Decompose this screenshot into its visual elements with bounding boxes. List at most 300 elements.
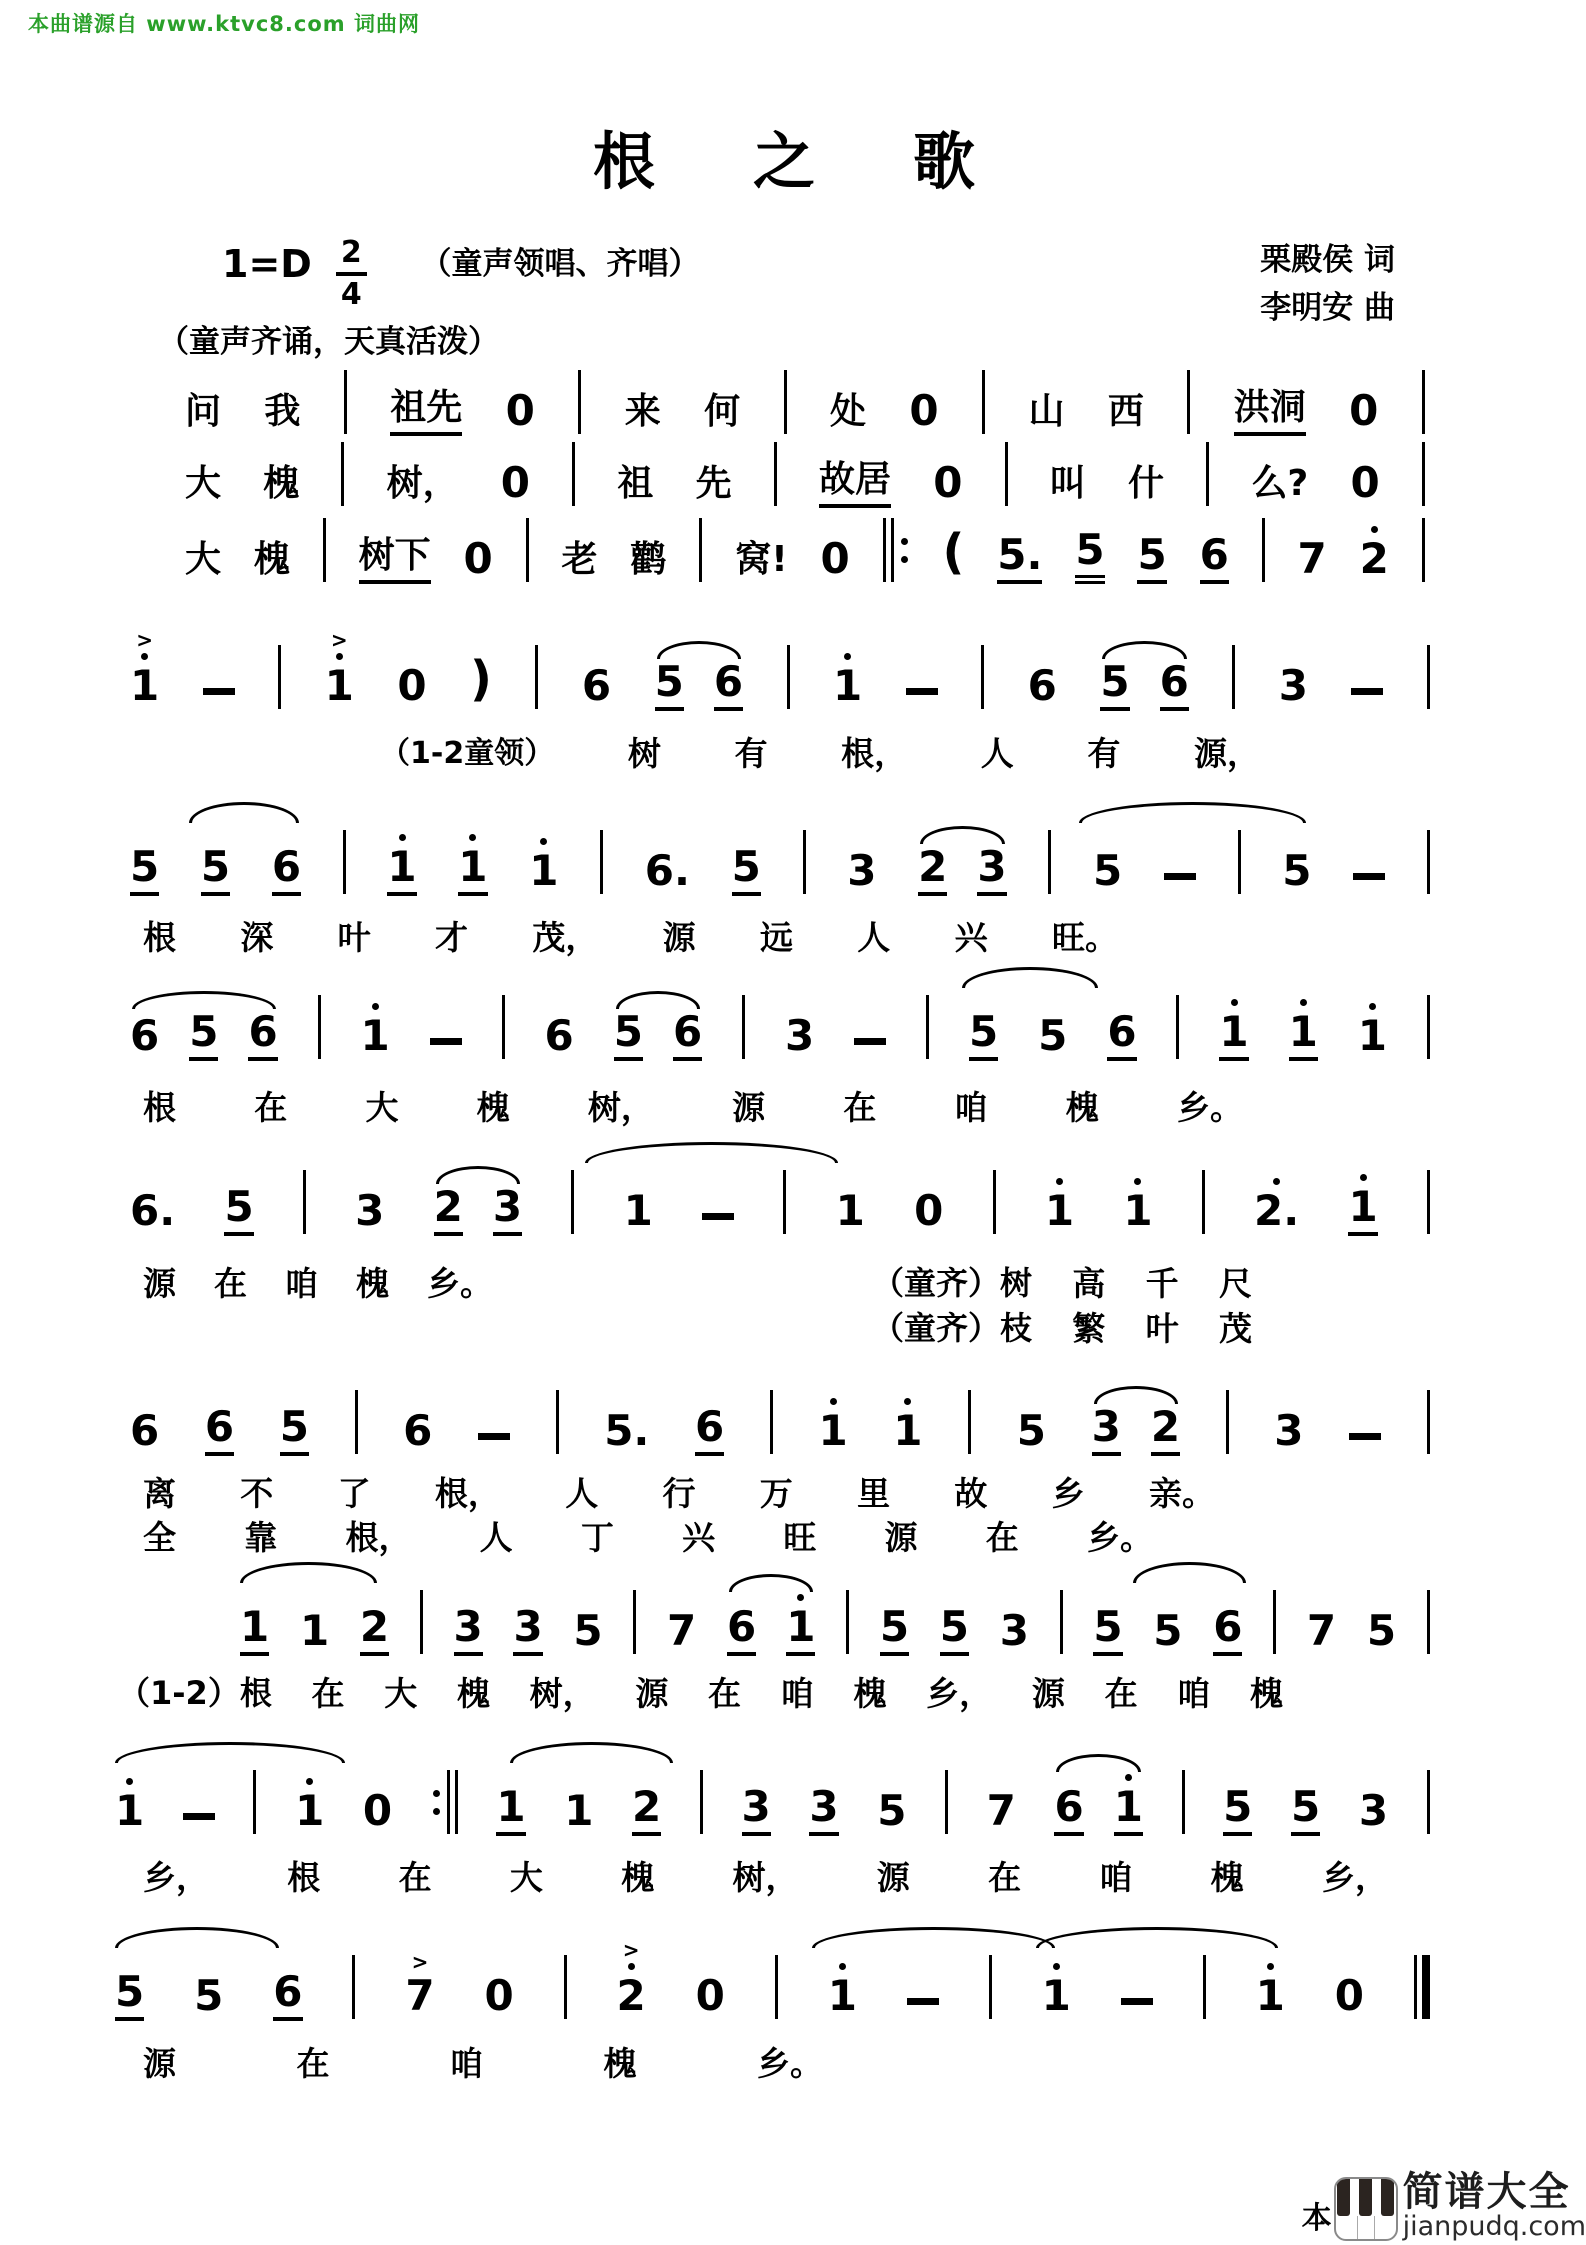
barline [420, 1590, 423, 1654]
note: 5 [1038, 1011, 1068, 1060]
lyric-word: 亲。 [1148, 1474, 1215, 1513]
note: 6 [1054, 1786, 1083, 1836]
octave-dot [1360, 1174, 1367, 1181]
note: 5 [189, 1011, 218, 1061]
note: 6 [673, 1011, 702, 1061]
note: 0 [909, 386, 939, 435]
tie-arc [240, 1562, 377, 1583]
lyric-word: 源 [732, 1088, 766, 1127]
note: 3 [355, 1186, 385, 1235]
octave-dot [628, 1963, 635, 1970]
subtitle: （童声领唱、齐唱） [420, 246, 700, 282]
lyric-word: 在 [988, 1858, 1022, 1897]
spoken-word: 祖 [617, 463, 654, 504]
note: 2 [1360, 526, 1389, 584]
spoken-word: 故居 [819, 462, 891, 508]
lyric-line [143, 1082, 1243, 1129]
note: 5 [877, 1786, 907, 1835]
lyric-word: 咱 [1177, 1674, 1211, 1713]
note: 1 [1358, 1003, 1387, 1061]
note: 3 [1092, 1406, 1121, 1456]
note: 5 [1137, 534, 1166, 584]
barline [1414, 1955, 1430, 2019]
time-signature [336, 235, 367, 312]
note: 5 [1366, 1606, 1397, 1655]
barline [699, 518, 702, 582]
score-line [115, 1925, 1430, 2021]
lyric-line [143, 1468, 1215, 1515]
note: 3 [847, 846, 877, 895]
spoken-word: 大 [185, 463, 222, 504]
note: 0 [500, 458, 531, 507]
note: 3 [1274, 1406, 1304, 1455]
tie-arc [962, 967, 1098, 988]
barline [742, 995, 745, 1059]
barline [1427, 1170, 1430, 1234]
octave-dot [372, 1003, 379, 1010]
lyric-word: 深 [240, 918, 274, 957]
note: 6 [1160, 661, 1189, 711]
barline [1203, 1955, 1206, 2019]
duration-dash [1164, 873, 1196, 880]
slur-group [918, 824, 1006, 896]
note: 3 [742, 1786, 771, 1836]
note: 6 [130, 1011, 160, 1060]
note: 2 [434, 1186, 463, 1236]
barline [770, 1390, 773, 1454]
spoken-word: 祖先 [390, 390, 462, 436]
lyric-word: 在 [214, 1264, 247, 1303]
note: 6. [644, 846, 690, 895]
lyric-word: 有 [1087, 734, 1121, 773]
lyric-word: 槐 [456, 1674, 490, 1713]
tie-arc [1133, 1562, 1246, 1583]
note: ( [942, 524, 965, 580]
lyric-line [143, 2038, 823, 2085]
lyric-word: 槐 [1065, 1088, 1099, 1127]
lyric-word: 槐 [621, 1858, 655, 1897]
piano-key-icon [1337, 2179, 1350, 2216]
barline [1176, 995, 1179, 1059]
barline [1048, 830, 1051, 894]
note: 3 [454, 1606, 483, 1656]
key-label: 1=D [222, 242, 312, 286]
note: 7 [1306, 1606, 1337, 1655]
octave-dot [336, 653, 343, 660]
note: 5 [1075, 529, 1104, 584]
note: 5 [1092, 846, 1123, 895]
lyric-word: 在 [985, 1518, 1019, 1557]
note: 6 [403, 1406, 433, 1455]
composer: 李明安 曲 [1260, 290, 1395, 327]
lyric-word: 兴 [954, 918, 988, 957]
note: 3 [977, 846, 1006, 896]
note: 5 [201, 846, 230, 896]
octave-dot [1056, 1178, 1063, 1185]
slur-group [614, 989, 702, 1061]
octave-dot [306, 1778, 313, 1785]
barline [783, 1170, 786, 1234]
barline [1427, 1390, 1430, 1454]
lyric-word: 全 [143, 1518, 176, 1557]
octave-dot [1134, 1178, 1141, 1185]
score-line [130, 1360, 1430, 1456]
barline [1202, 1170, 1205, 1234]
note: 5 [280, 1406, 309, 1456]
octave-dot [1273, 1178, 1280, 1185]
spoken-word: 老 [561, 539, 598, 580]
lyric-word: 槐 [1249, 1674, 1283, 1713]
note: 2 [632, 1786, 661, 1836]
duration-dash [203, 688, 235, 695]
note: 1 [529, 838, 558, 896]
lyric-word: 茂 [1219, 1309, 1252, 1348]
lyric-word: 槐 [476, 1088, 510, 1127]
note: 1 [361, 1003, 390, 1061]
lyric-word: 万 [759, 1474, 793, 1513]
note: 0 [1350, 458, 1380, 507]
note: 6. [130, 1186, 176, 1235]
note: 1 [1042, 1963, 1071, 2021]
accent-mark: > [622, 1938, 640, 1962]
tie-arc [1036, 1927, 1279, 1948]
barline [600, 830, 603, 894]
note: 0 [505, 386, 535, 435]
meter-denominator: 4 [340, 277, 362, 312]
site-logo-text [1402, 2168, 1586, 2242]
note: 6 [205, 1406, 234, 1456]
lyric-word: 不 [240, 1474, 274, 1513]
slur-group [1054, 1752, 1142, 1836]
note: 1 [564, 1786, 594, 1835]
barline [1422, 518, 1425, 582]
note: 7 [667, 1606, 697, 1655]
barline [883, 518, 910, 582]
slur-group [1092, 1384, 1180, 1456]
note: 5 [1100, 661, 1129, 711]
duration-dash [1353, 873, 1385, 880]
note: 1 [786, 1594, 815, 1656]
barline [556, 1390, 559, 1454]
barline [989, 1955, 992, 2019]
octave-dot [904, 1398, 911, 1405]
credits [1260, 236, 1395, 332]
note: 6 [544, 1011, 574, 1060]
note: 2 [360, 1606, 389, 1656]
note: 1 [833, 653, 862, 711]
note: 0 [484, 1971, 514, 2020]
lyric-line [143, 1512, 1153, 1559]
octave-dot [844, 653, 851, 660]
barline [318, 995, 321, 1059]
lyric-word: 大 [365, 1088, 399, 1127]
note: 5. [997, 534, 1042, 584]
spoken-word: 西 [1107, 391, 1144, 432]
barline [571, 1170, 574, 1234]
note: 1 [299, 1606, 330, 1655]
note: 1 [623, 1186, 653, 1235]
barline [1226, 1390, 1229, 1454]
octave-dot [1371, 526, 1378, 533]
lyric-word: 根 [143, 1088, 176, 1127]
accent-mark: > [136, 628, 153, 652]
tie-arc [115, 1927, 279, 1948]
note: 1 [893, 1398, 922, 1456]
duration-dash [1349, 1433, 1381, 1440]
lyric-word: 大 [509, 1858, 543, 1897]
lyric-word: 源 [662, 918, 696, 957]
lyric-word: 兴 [682, 1518, 716, 1557]
note: 5 [1153, 1606, 1183, 1655]
score-line [130, 800, 1430, 896]
octave-dot [839, 1963, 846, 1970]
lyric-word: 在 [708, 1674, 742, 1713]
note: 3 [785, 1011, 815, 1060]
barline [1060, 1590, 1063, 1654]
octave-dot [797, 1594, 804, 1601]
note: 5 [1093, 1606, 1122, 1656]
spoken-word: 叫 [1049, 463, 1086, 504]
tie-arc [585, 1142, 838, 1163]
note: 1 [1219, 999, 1248, 1061]
song-title: 根 之 歌 [592, 125, 993, 198]
note: 5 [1282, 846, 1312, 895]
note: 3 [513, 1606, 542, 1656]
barline [1427, 1770, 1430, 1834]
note: 3 [999, 1606, 1029, 1655]
note: 1 [1045, 1178, 1074, 1236]
note: > 1 [130, 628, 160, 710]
lyric-word: 才 [434, 918, 468, 957]
duration-dash [478, 1433, 510, 1440]
barline [352, 1955, 355, 2019]
note: 0 [1349, 386, 1379, 435]
lyric-word: 乡。 [757, 2044, 823, 2083]
note: 2 [918, 846, 947, 896]
note: 0 [695, 1971, 725, 2020]
note: 0 [397, 661, 427, 710]
source-watermark: 本曲谱源自 www.ktvc8.com 词曲网 [28, 12, 420, 36]
lyric-word: 旺 [783, 1518, 817, 1557]
barline [278, 645, 281, 709]
note: 1 [1256, 1963, 1285, 2021]
duration-dash [183, 1813, 215, 1820]
note: 5 [614, 1011, 643, 1061]
spoken-word: 大 [185, 539, 222, 580]
tie-arc [510, 1742, 674, 1763]
lyric-word: （1-2童领） [380, 736, 555, 771]
lyric-word: 根， [345, 1518, 412, 1557]
barline [787, 645, 790, 709]
lyric-word: 槐 [356, 1264, 389, 1303]
duration-dash [907, 1998, 939, 2005]
lyric-word: 人 [980, 734, 1014, 773]
duration-dash [906, 688, 938, 695]
lyric-word: 旺。 [1051, 918, 1118, 957]
barline [526, 518, 529, 582]
barline [803, 830, 806, 894]
lyric-word: 在 [311, 1674, 345, 1713]
spoken-word: 窝! [735, 539, 788, 580]
barline [343, 830, 346, 894]
note: 5 [1291, 1786, 1320, 1836]
spoken-word: 鹳 [630, 539, 667, 580]
octave-dot [1369, 1003, 1376, 1010]
lyric-word: 在 [398, 1858, 432, 1897]
note: 1 [1114, 1774, 1143, 1836]
note: 1 [1348, 1174, 1377, 1236]
partial-char: 本 [1301, 2201, 1332, 2236]
lyric-word: 有 [734, 734, 768, 773]
lyric-line [143, 1258, 493, 1305]
lyric-word: 大 [384, 1674, 418, 1713]
note: 5 [969, 1011, 998, 1061]
note: > 7 [405, 1950, 435, 2020]
score-line [240, 1560, 1430, 1656]
barline [846, 1590, 849, 1654]
octave-dot [1267, 1963, 1274, 1970]
lyric-word: 乡， [1321, 1858, 1388, 1897]
performance-note: （童声齐诵，天真活泼） [158, 324, 499, 360]
octave-dot [830, 1398, 837, 1405]
key-signature [222, 235, 367, 312]
lyric-line [872, 1303, 1252, 1350]
lyric-word: 人 [479, 1518, 513, 1557]
slur-group [727, 1572, 815, 1656]
note: 5 [224, 1186, 253, 1236]
spoken-word: 槐 [253, 539, 290, 580]
lyric-word: 根 [287, 1858, 321, 1897]
lyric-word: （1-2）根 [118, 1674, 272, 1712]
lyric-word: 繁 [1072, 1309, 1106, 1348]
barline [1238, 830, 1241, 894]
lyric-word: 咱 [450, 2044, 483, 2083]
lyric-word: 叶 [1145, 1309, 1179, 1348]
slur-group [1100, 639, 1188, 711]
lyric-word: 在 [254, 1088, 288, 1127]
note: 5 [130, 846, 159, 896]
barline [355, 1390, 358, 1454]
note: 5 [573, 1606, 603, 1655]
barline [775, 1955, 778, 2019]
note: ) [470, 651, 492, 707]
lyric-word: 在 [1104, 1674, 1138, 1713]
note: 1 [818, 1398, 847, 1456]
barline [981, 645, 984, 709]
spoken-word: 山 [1028, 391, 1065, 432]
lyric-word: 远 [759, 918, 793, 957]
spoken-word: 么? [1251, 463, 1309, 504]
tie-arc [812, 1927, 1055, 1948]
accent-mark: > [330, 628, 348, 652]
spoken-word: 来 [624, 391, 661, 432]
barline [1427, 830, 1430, 894]
tie-arc [115, 1742, 345, 1763]
spoken-word: 我 [264, 391, 301, 432]
spoken-word: 树下 [359, 538, 431, 584]
lyric-word: 源 [635, 1674, 669, 1713]
site-url: jianpudq.com [1402, 2210, 1586, 2242]
tie-arc [189, 802, 299, 823]
lyric-word: 离 [143, 1474, 176, 1513]
barline [1427, 1590, 1430, 1654]
octave-dot [126, 1778, 133, 1785]
note: 5 [115, 1971, 144, 2021]
duration-dash [430, 1038, 462, 1045]
barline [700, 1770, 703, 1834]
slur-group [434, 1164, 522, 1236]
site-name: 简谱大全 [1402, 2168, 1571, 2215]
lyric-word: 源 [1031, 1674, 1065, 1713]
score-line [185, 488, 1425, 584]
lyric-word: 高 [1072, 1264, 1106, 1303]
lyric-word: 槐 [603, 2044, 637, 2083]
score-line [130, 1140, 1430, 1236]
note: 6 [695, 1406, 724, 1456]
score-line [130, 965, 1430, 1061]
barline [1427, 995, 1430, 1059]
piano-icon [1334, 2177, 1398, 2241]
score-line [115, 1740, 1430, 1836]
note: 5 [655, 661, 684, 711]
note: 3 [809, 1786, 838, 1836]
note: 6 [273, 1971, 302, 2021]
lyric-word: 在 [843, 1088, 877, 1127]
spoken-word: 处 [829, 391, 866, 432]
lyric-line [143, 1852, 1388, 1899]
lyric-word: 源 [143, 2044, 176, 2083]
lyric-word: 咱 [780, 1674, 814, 1713]
lyric-word: 源， [1193, 734, 1260, 773]
octave-dot [399, 834, 406, 841]
lyric-word: 人 [565, 1474, 599, 1513]
barline [502, 995, 505, 1059]
note: 5. [604, 1406, 650, 1455]
barline [303, 1170, 306, 1234]
lyric-word: 根 [143, 918, 176, 957]
accent-mark: > [411, 1950, 429, 1974]
lyric-word: 树， [529, 1674, 596, 1713]
lyric-word: 行 [662, 1474, 696, 1513]
barline [945, 1770, 948, 1834]
lyric-word: （童齐）枝 [872, 1309, 1033, 1347]
octave-dot [469, 834, 476, 841]
lyric-word: 槐 [1210, 1858, 1244, 1897]
spoken-word: 先 [695, 463, 732, 504]
barline [633, 1590, 636, 1654]
note: 0 [362, 1786, 393, 1835]
site-logo [1301, 2168, 1586, 2242]
note: 6 [581, 661, 612, 710]
lyric-word: 乡。 [1176, 1088, 1243, 1127]
duration-dash [1351, 688, 1383, 695]
lyric-word: 源 [143, 1264, 176, 1303]
lyric-word: 里 [857, 1474, 891, 1513]
note: 1 [458, 834, 487, 896]
lyric-word: 靠 [244, 1518, 278, 1557]
lyric-line [143, 912, 1118, 959]
note: 2 [1151, 1406, 1180, 1456]
lyric-line [380, 728, 1260, 775]
spoken-word: 槐 [263, 463, 300, 504]
note: 1 [387, 834, 416, 896]
lyric-word: 千 [1145, 1264, 1179, 1303]
barline [968, 1390, 971, 1454]
barline [323, 518, 326, 582]
note: 6 [1027, 661, 1057, 710]
lyric-word: 人 [857, 918, 891, 957]
lyric-word: 咱 [1099, 1858, 1133, 1897]
